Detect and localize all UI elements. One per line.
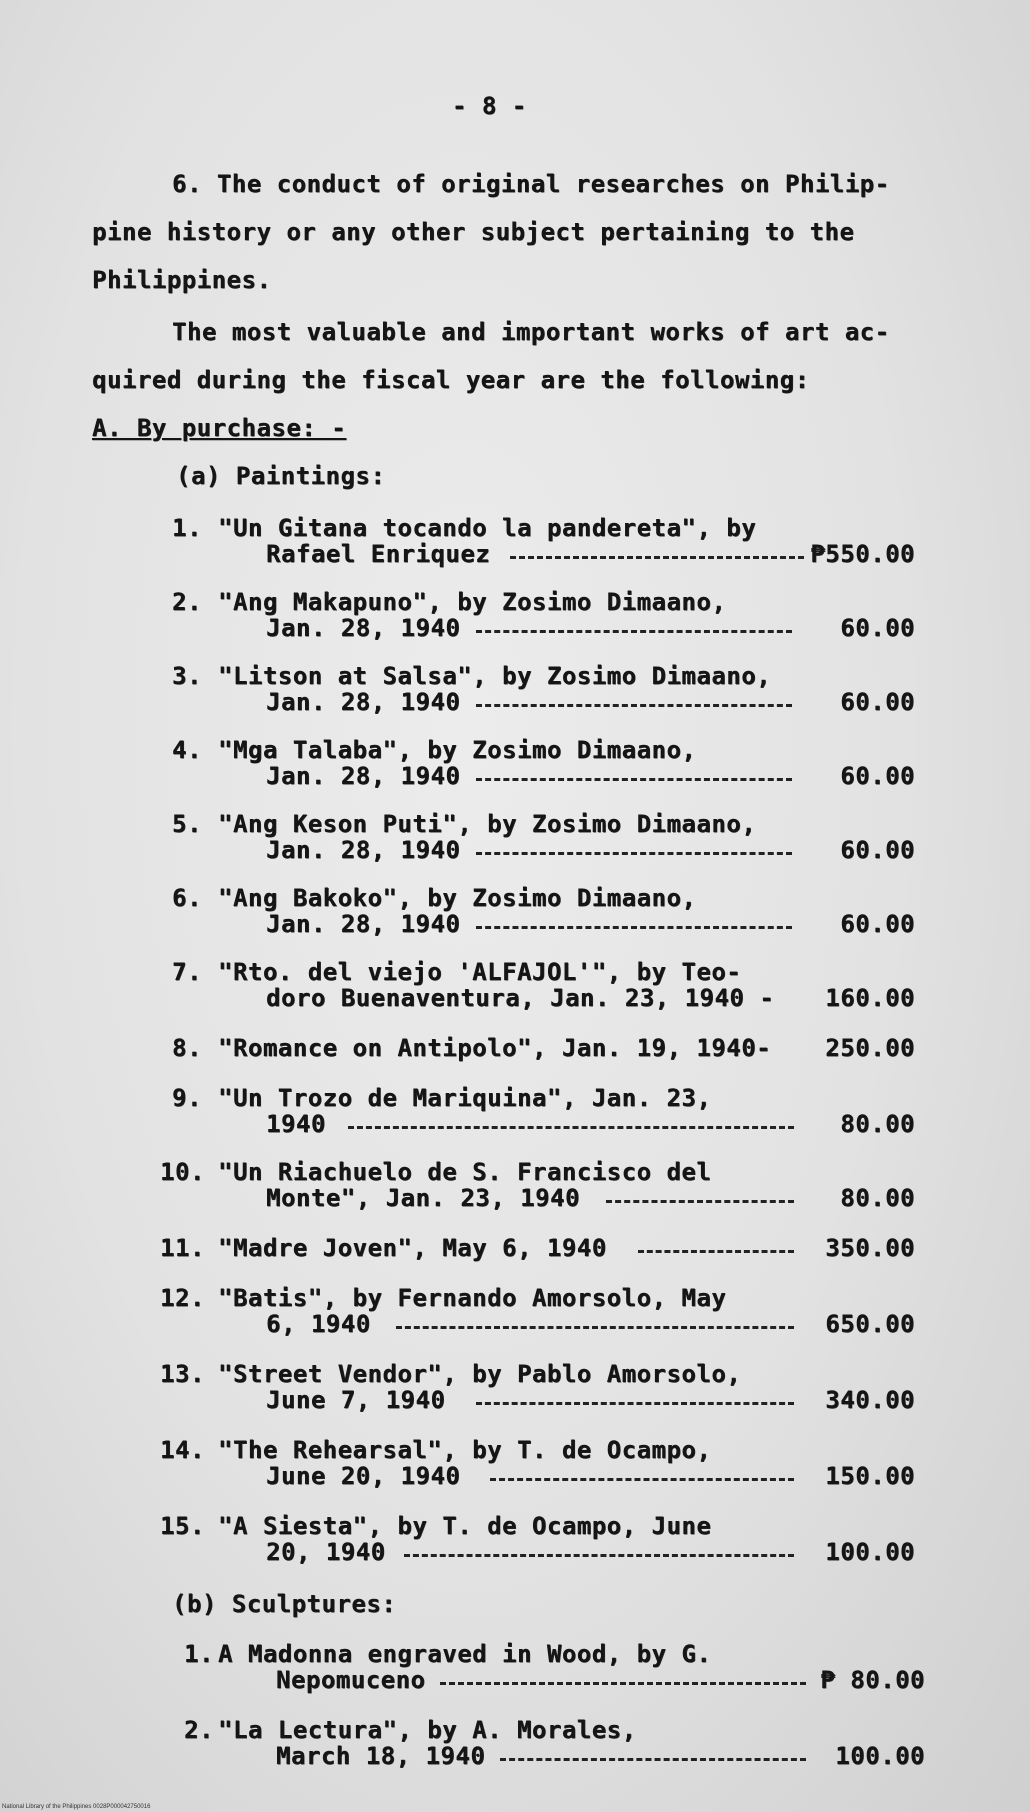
leader-dashes — [476, 852, 792, 855]
leader-dashes — [476, 704, 792, 707]
sculptures-heading: (b) Sculptures: — [172, 1590, 397, 1618]
item-title: "Un Gitana tocando la pandereta", by — [218, 514, 757, 542]
item-detail: 6, 1940 — [266, 1310, 371, 1338]
item-amount: 150.00 — [825, 1462, 915, 1490]
intro-line-3: Philippines. — [92, 266, 272, 294]
item-amount: 350.00 — [825, 1234, 915, 1262]
item-title: "Rto. del viejo 'ALFAJOL'", by Teo- — [218, 958, 742, 986]
intro-line-1: 6. The conduct of original researches on Philip- — [172, 170, 890, 198]
item-amount: 60.00 — [840, 836, 915, 864]
leader-dashes — [396, 1326, 794, 1329]
item-number: 1. — [172, 514, 202, 542]
item-amount: 60.00 — [840, 762, 915, 790]
item-detail: 1940 — [266, 1110, 326, 1138]
item-title: "Litson at Salsa", by Zosimo Dimaano, — [218, 662, 772, 690]
item-amount: 160.00 — [825, 984, 915, 1012]
item-detail: Nepomuceno — [276, 1666, 426, 1694]
item-title: "Mga Talaba", by Zosimo Dimaano, — [218, 736, 697, 764]
page-number: - 8 - — [452, 92, 527, 120]
item-title: "Madre Joven", May 6, 1940 — [218, 1234, 607, 1262]
item-number: 14. — [160, 1436, 205, 1464]
item-title: "Ang Bakoko", by Zosimo Dimaano, — [218, 884, 697, 912]
item-number: 2. — [172, 588, 202, 616]
intro-line-2: pine history or any other subject pertaining to the — [92, 218, 855, 246]
item-detail: Jan. 28, 1940 — [266, 614, 461, 642]
item-number: 10. — [160, 1158, 205, 1186]
item-title: A Madonna engraved in Wood, by G. — [218, 1640, 712, 1668]
item-amount: 60.00 — [840, 688, 915, 716]
item-number: 1. — [184, 1640, 214, 1668]
item-amount: 80.00 — [840, 1110, 915, 1138]
item-number: 2. — [184, 1716, 214, 1744]
item-amount: 650.00 — [825, 1310, 915, 1338]
item-title: "Romance on Antipolo", Jan. 19, 1940- — [218, 1034, 772, 1062]
item-title: "A Siesta", by T. de Ocampo, June — [218, 1512, 712, 1540]
item-detail: March 18, 1940 — [276, 1742, 486, 1770]
item-number: 5. — [172, 810, 202, 838]
item-number: 4. — [172, 736, 202, 764]
item-number: 7. — [172, 958, 202, 986]
item-title: "Ang Makapuno", by Zosimo Dimaano, — [218, 588, 727, 616]
item-amount: 100.00 — [835, 1742, 925, 1770]
leader-dashes — [476, 1402, 794, 1405]
item-title: "La Lectura", by A. Morales, — [218, 1716, 637, 1744]
item-number: 3. — [172, 662, 202, 690]
item-amount: ₱550.00 — [810, 540, 915, 568]
leader-dashes — [404, 1554, 794, 1557]
item-detail: Jan. 28, 1940 — [266, 836, 461, 864]
item-amount: 250.00 — [825, 1034, 915, 1062]
item-detail: Jan. 28, 1940 — [266, 910, 461, 938]
item-detail: Monte", Jan. 23, 1940 — [266, 1184, 580, 1212]
item-number: 11. — [160, 1234, 205, 1262]
leader-dashes — [510, 556, 804, 559]
item-detail: Jan. 28, 1940 — [266, 762, 461, 790]
works-intro-line-1: The most valuable and important works of art ac- — [172, 318, 890, 346]
item-title: "Un Trozo de Mariquina", Jan. 23, — [218, 1084, 712, 1112]
leader-dashes — [500, 1758, 806, 1761]
works-intro-line-2: quired during the fiscal year are the following: — [92, 366, 810, 394]
item-detail: doro Buenaventura, Jan. 23, 1940 - — [266, 984, 775, 1012]
leader-dashes — [476, 778, 792, 781]
item-detail: Rafael Enriquez — [266, 540, 491, 568]
item-amount: 100.00 — [825, 1538, 915, 1566]
item-title: "Un Riachuelo de S. Francisco del — [218, 1158, 712, 1186]
item-number: 15. — [160, 1512, 205, 1540]
item-amount: ₱ 80.00 — [820, 1666, 925, 1694]
leader-dashes — [476, 630, 792, 633]
leader-dashes — [440, 1682, 806, 1685]
item-number: 13. — [160, 1360, 205, 1388]
item-number: 6. — [172, 884, 202, 912]
item-detail: Jan. 28, 1940 — [266, 688, 461, 716]
leader-dashes — [348, 1126, 794, 1129]
item-amount: 60.00 — [840, 910, 915, 938]
item-amount: 60.00 — [840, 614, 915, 642]
item-number: 12. — [160, 1284, 205, 1312]
item-title: "Street Vendor", by Pablo Amorsolo, — [218, 1360, 742, 1388]
item-amount: 340.00 — [825, 1386, 915, 1414]
item-title: "Batis", by Fernando Amorsolo, May — [218, 1284, 727, 1312]
leader-dashes — [490, 1478, 794, 1481]
item-detail: 20, 1940 — [266, 1538, 386, 1566]
item-detail: June 20, 1940 — [266, 1462, 461, 1490]
item-number: 8. — [172, 1034, 202, 1062]
item-amount: 80.00 — [840, 1184, 915, 1212]
item-number: 9. — [172, 1084, 202, 1112]
item-title: "Ang Keson Puti", by Zosimo Dimaano, — [218, 810, 757, 838]
archive-footer: National Library of the Philippines 0028P000042750016 — [2, 1804, 151, 1810]
section-a-heading: A. By purchase: - — [92, 414, 347, 442]
item-title: "The Rehearsal", by T. de Ocampo, — [218, 1436, 712, 1464]
leader-dashes — [476, 926, 792, 929]
paintings-heading: (a) Paintings: — [176, 462, 386, 490]
item-detail: June 7, 1940 — [266, 1386, 446, 1414]
